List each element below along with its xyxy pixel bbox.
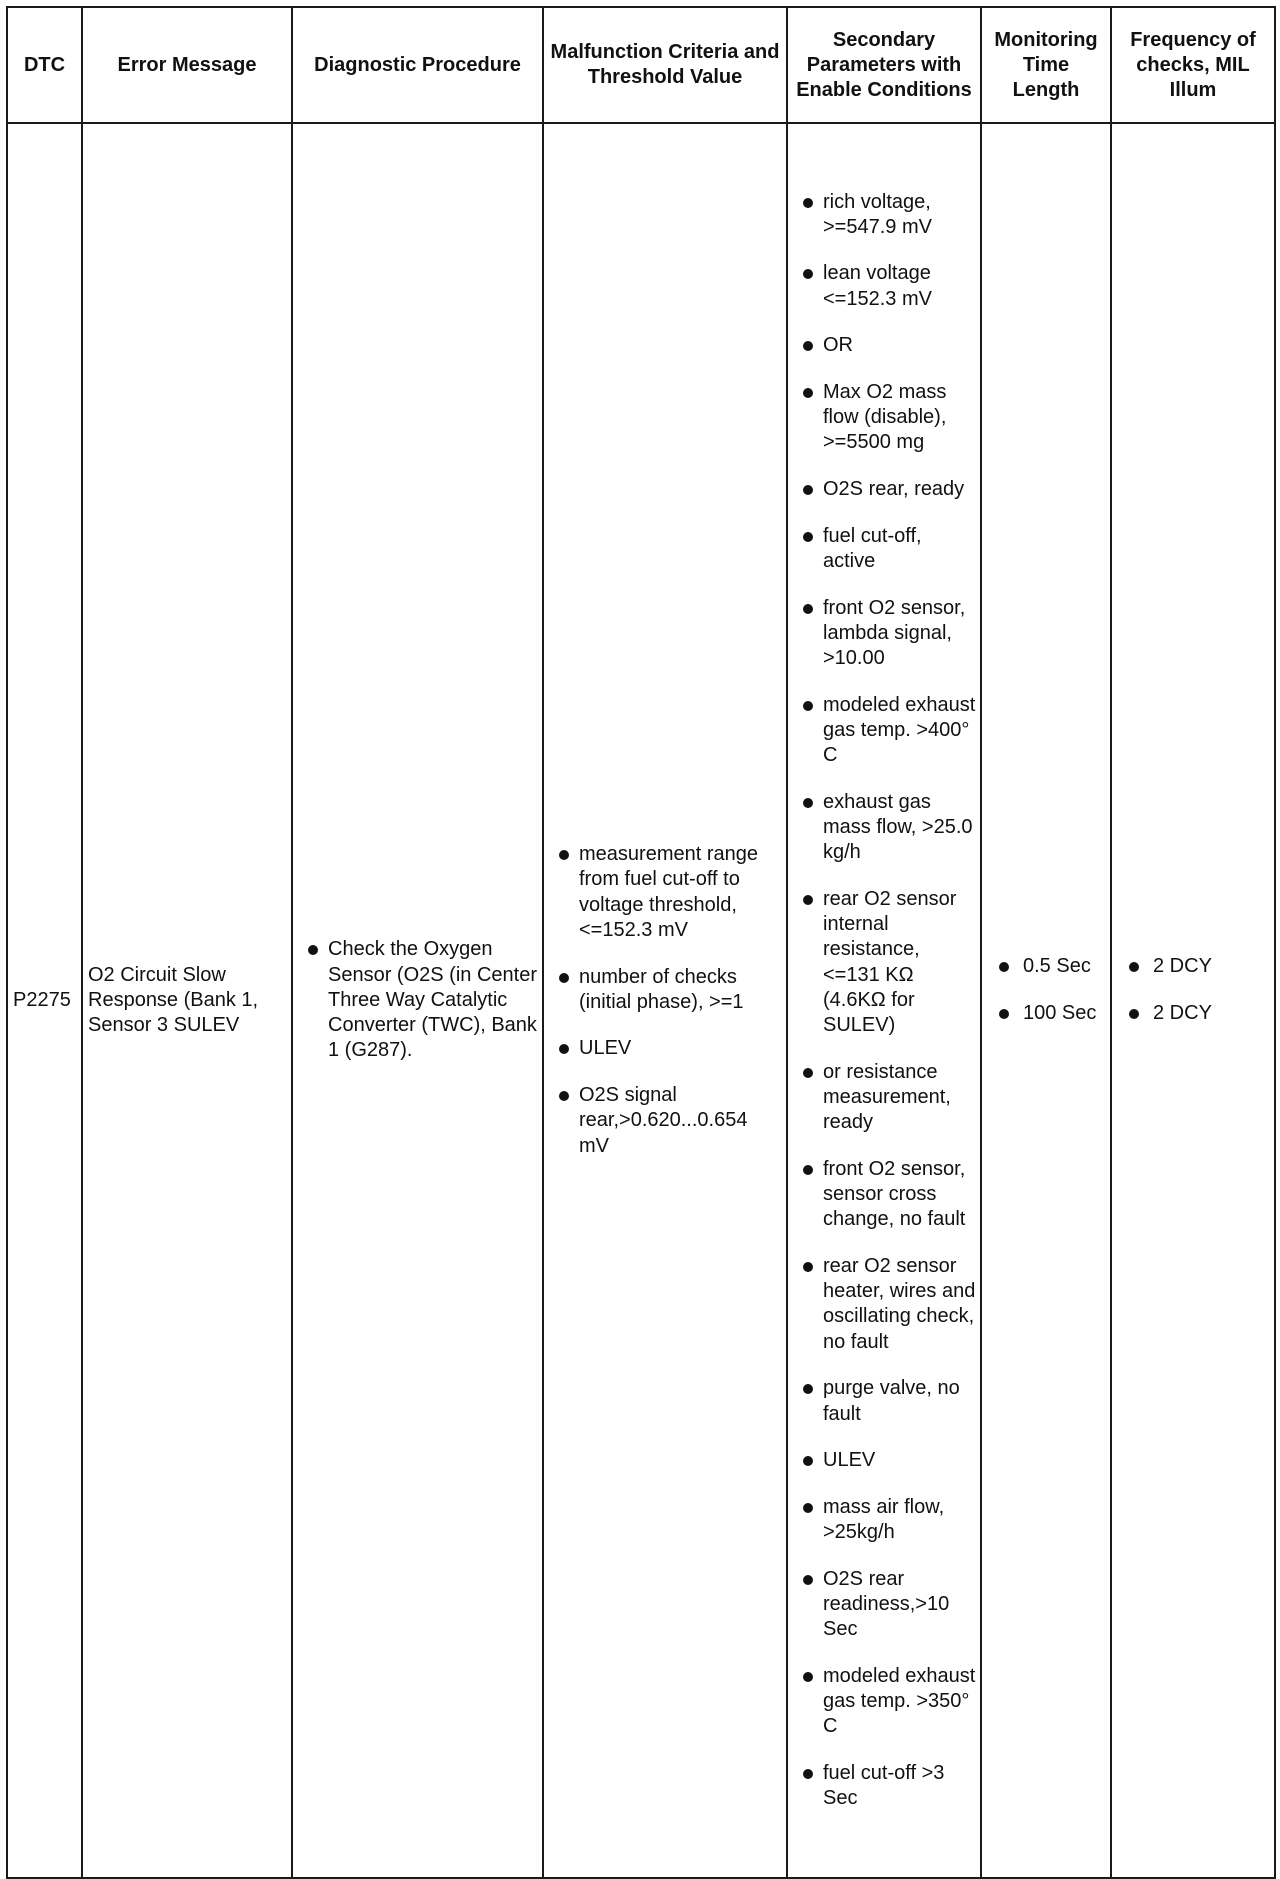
secondary-parameter-item: OR xyxy=(793,333,976,358)
frequency-cell xyxy=(1111,123,1275,1878)
secondary-parameter-item: exhaust gas mass flow, >25.0 kg/h xyxy=(793,790,976,866)
header-error-message: Error Message xyxy=(82,7,292,123)
secondary-parameter-item: fuel cut-off >3 Sec xyxy=(793,1761,976,1811)
secondary-parameter-item: front O2 sensor, lambda signal, >10.00 xyxy=(793,596,976,672)
header-dtc: DTC xyxy=(7,7,82,123)
dtc-table xyxy=(6,6,1276,1879)
diagnostic-procedure-list xyxy=(298,937,538,1063)
monitoring-time-list xyxy=(987,954,1106,1025)
dtc-code-cell: P2275 xyxy=(7,123,82,1878)
secondary-parameter-item: rich voltage, >=547.9 mV xyxy=(793,190,976,240)
header-frequency: Frequency of checks, MIL Illum xyxy=(1111,7,1275,123)
secondary-parameters-list xyxy=(793,190,976,1812)
malfunction-criteria-item: O2S signal rear,>0.620...0.654 mV xyxy=(549,1083,782,1159)
secondary-parameter-item: fuel cut-off, active xyxy=(793,524,976,574)
secondary-parameter-item: rear O2 sensor heater, wires and oscillating check, no fault xyxy=(793,1254,976,1355)
secondary-parameters-cell xyxy=(787,123,981,1878)
secondary-parameter-item: ULEV xyxy=(793,1448,976,1473)
secondary-parameter-item: modeled exhaust gas temp. >400° C xyxy=(793,693,976,769)
monitoring-time-item: 0.5 Sec xyxy=(987,954,1106,979)
diagnostic-procedure-item: Check the Oxygen Sensor (O2S (in Center Three Way Catalytic Converter (TWC), Bank 1 (G287). xyxy=(298,937,538,1063)
frequency-item: 2 DCY xyxy=(1117,1001,1270,1026)
diagnostic-procedure-cell xyxy=(292,123,543,1878)
monitoring-time-item: 100 Sec xyxy=(987,1001,1106,1026)
header-diagnostic-procedure: Diagnostic Procedure xyxy=(292,7,543,123)
header-monitoring-time: Monitoring Time Length xyxy=(981,7,1111,123)
secondary-parameter-item: O2S rear, ready xyxy=(793,477,976,502)
secondary-parameter-item: O2S rear readiness,>10 Sec xyxy=(793,1567,976,1643)
secondary-parameter-item: purge valve, no fault xyxy=(793,1376,976,1426)
secondary-parameter-item: mass air flow, >25kg/h xyxy=(793,1495,976,1545)
secondary-parameter-item: lean voltage <=152.3 mV xyxy=(793,261,976,311)
secondary-parameter-item: Max O2 mass flow (disable), >=5500 mg xyxy=(793,380,976,456)
secondary-parameter-item: front O2 sensor, sensor cross change, no fault xyxy=(793,1157,976,1233)
malfunction-criteria-cell xyxy=(543,123,787,1878)
table-row xyxy=(7,123,1275,1878)
header-malfunction-criteria: Malfunction Criteria and Threshold Value xyxy=(543,7,787,123)
frequency-list xyxy=(1117,954,1270,1025)
secondary-parameter-item: or resistance measurement, ready xyxy=(793,1060,976,1136)
secondary-parameter-item: rear O2 sensor internal resistance, <=131 KΩ (4.6KΩ for SULEV) xyxy=(793,887,976,1038)
malfunction-criteria-item: measurement range from fuel cut-off to voltage threshold, <=152.3 mV xyxy=(549,842,782,943)
frequency-item: 2 DCY xyxy=(1117,954,1270,979)
malfunction-criteria-item: ULEV xyxy=(549,1036,782,1061)
malfunction-criteria-list xyxy=(549,842,782,1159)
malfunction-criteria-item: number of checks (initial phase), >=1 xyxy=(549,965,782,1015)
header-secondary-parameters: Secondary Parameters with Enable Conditions xyxy=(787,7,981,123)
monitoring-time-cell xyxy=(981,123,1111,1878)
secondary-parameter-item: modeled exhaust gas temp. >350° C xyxy=(793,1664,976,1740)
header-row xyxy=(7,7,1275,123)
error-message-cell: O2 Circuit Slow Response (Bank 1, Sensor 3 SULEV xyxy=(82,123,292,1878)
